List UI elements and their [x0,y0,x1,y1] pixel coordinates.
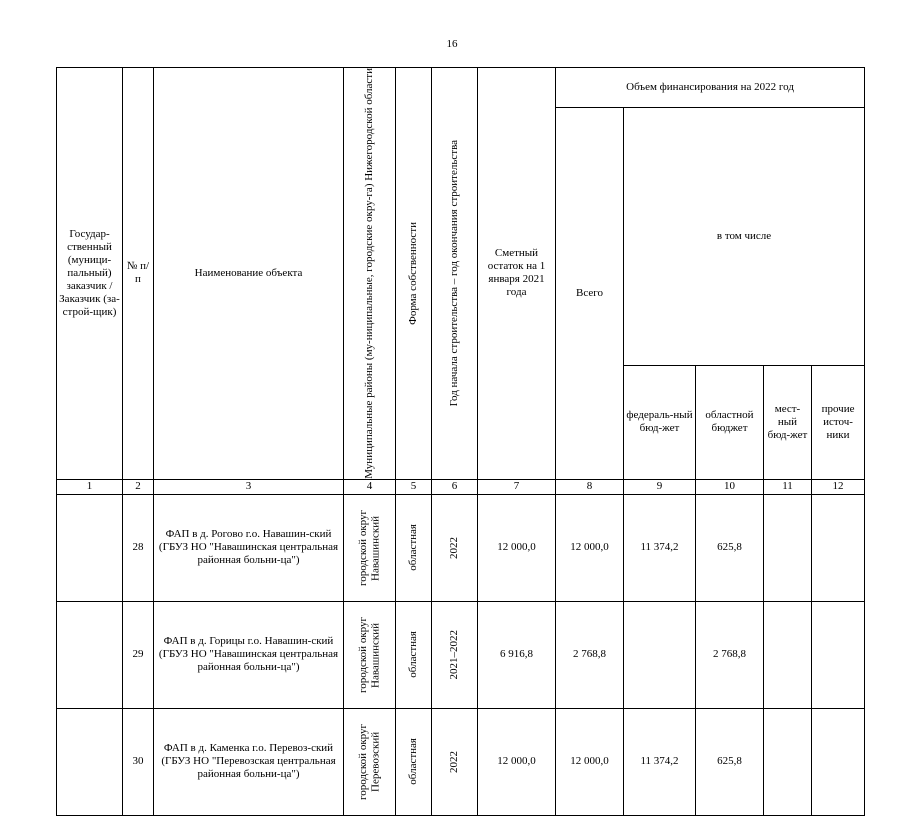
table-row [57,601,865,708]
cell-total: 12 000,0 [556,708,624,815]
header-customer: Государ-ственный (муници-пальный) заказчик / Заказчик (за-строй-щик) [57,68,123,480]
cell-years-text: 2022 [448,750,461,773]
column-number: 4 [344,479,396,494]
header-district [344,68,396,480]
header-object-name: Наименование объекта [154,68,344,480]
cell-local [764,494,812,601]
cell-object-name: ФАП в д. Каменка г.о. Перевоз-ский (ГБУЗ НО "Перевозская центральная районная больни-ца") [154,708,344,815]
header-balance: Сметный остаток на 1 января 2021 года [478,68,556,480]
cell-ownership-text: областная [407,631,420,679]
header-years-text: Год начала строительства – год окончания строительства [448,140,461,407]
header-total: Всего [556,108,624,480]
column-number: 5 [396,479,432,494]
header-district-text: Муниципальные районы (му-ниципальные, городские окру-га) Нижегородской области [363,68,376,479]
cell-balance: 6 916,8 [478,601,556,708]
header-other: прочие источ-ники [812,365,865,479]
cell-local [764,601,812,708]
cell-customer [57,494,123,601]
cell-num: 28 [123,494,154,601]
header-federal: федераль-ный бюд-жет [624,365,696,479]
cell-balance: 12 000,0 [478,708,556,815]
header-num: № п/п [123,68,154,480]
header-financing: Объем финансирования на 2022 год [556,68,865,108]
header-ownership [396,68,432,480]
header-years [432,68,478,480]
cell-regional: 625,8 [696,494,764,601]
header-ownership-text: Форма собственности [407,221,420,325]
cell-other [812,494,865,601]
page-number: 16 [446,38,458,50]
cell-total: 2 768,8 [556,601,624,708]
header-local: мест-ный бюд-жет [764,365,812,479]
cell-years [432,494,478,601]
cell-district [344,708,396,815]
cell-district [344,494,396,601]
cell-regional: 2 768,8 [696,601,764,708]
column-number: 9 [624,479,696,494]
column-number: 2 [123,479,154,494]
cell-ownership [396,708,432,815]
cell-federal: 11 374,2 [624,708,696,815]
column-number: 3 [154,479,344,494]
cell-num: 29 [123,601,154,708]
cell-ownership [396,601,432,708]
cell-district [344,601,396,708]
column-number: 11 [764,479,812,494]
cell-customer [57,601,123,708]
cell-years [432,601,478,708]
cell-district-text: городской округ Навашинский [357,616,382,693]
cell-local [764,708,812,815]
financing-table [56,67,865,816]
cell-balance: 12 000,0 [478,494,556,601]
cell-other [812,601,865,708]
cell-ownership-text: областная [407,524,420,572]
header-regional: областной бюджет [696,365,764,479]
table-row [57,708,865,815]
header-row-1 [57,68,865,108]
header-including: в том числе [624,108,865,366]
column-number: 1 [57,479,123,494]
cell-total: 12 000,0 [556,494,624,601]
cell-regional: 625,8 [696,708,764,815]
cell-object-name: ФАП в д. Рогово г.о. Навашин-ский (ГБУЗ НО "Навашинская центральная районная больни-ца") [154,494,344,601]
column-number: 6 [432,479,478,494]
column-number: 7 [478,479,556,494]
cell-years-text: 2021–2022 [448,629,461,680]
cell-object-name: ФАП в д. Горицы г.о. Навашин-ский (ГБУЗ НО "Навашинская центральная районная больни-ца") [154,601,344,708]
cell-federal: 11 374,2 [624,494,696,601]
column-number: 8 [556,479,624,494]
cell-customer [57,708,123,815]
cell-ownership-text: областная [407,738,420,786]
cell-district-text: городской округ Навашинский [357,509,382,586]
column-number-row [57,479,865,494]
cell-other [812,708,865,815]
cell-years-text: 2022 [448,536,461,559]
cell-federal [624,601,696,708]
cell-ownership [396,494,432,601]
cell-district-text: городской округ Перевозский [357,723,382,800]
column-number: 12 [812,479,865,494]
table-row [57,494,865,601]
column-number: 10 [696,479,764,494]
cell-num: 30 [123,708,154,815]
cell-years [432,708,478,815]
